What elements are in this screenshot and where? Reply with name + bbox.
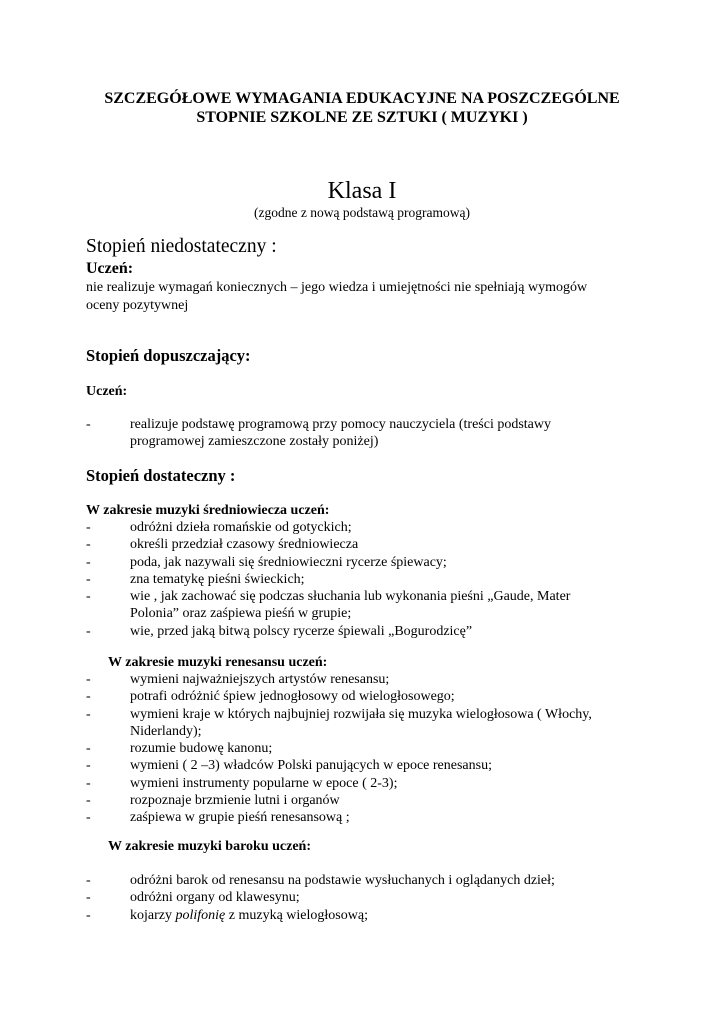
baroque-list xyxy=(86,872,666,924)
polyphony-term: polifonię xyxy=(175,907,226,923)
list-item: - wymieni instrumenty popularne w epoce ( 2-3); xyxy=(86,775,398,791)
list-item: - rozumie budowę kanonu; xyxy=(86,741,273,757)
list-item: - wymieni kraje w których najbujniej rozwijała się muzyka wielogłosowa ( Włochy, xyxy=(86,706,592,722)
medieval-heading: W zakresie muzyki średniowiecza uczeń: xyxy=(86,503,330,518)
grade-insufficient-text-line-2: oceny pozytywnej xyxy=(86,298,189,313)
renaissance-list xyxy=(86,671,666,827)
grade-sufficient-heading: Stopień dopuszczający: xyxy=(86,346,251,365)
list-item: Polonia” oraz zaśpiewa pieśń w grupie; xyxy=(130,606,352,622)
class-subtitle: (zgodne z nową podstawą programową) xyxy=(254,205,470,220)
list-item: programowej zamieszczone zostały poniżej) xyxy=(130,434,379,450)
list-item: - wymieni ( 2 –3) władców Polski panujących w epoce renesansu; xyxy=(86,758,492,774)
list-item: - poda, jak nazywali się średniowieczni rycerze śpiewacy; xyxy=(86,554,447,570)
list-item: - wie , jak zachować się podczas słuchania lub wykonania pieśni „Gaude, Mater xyxy=(86,589,571,605)
list-item: - wymieni najważniejszych artystów renesansu; xyxy=(86,672,390,687)
grade-satisfactory-heading: Stopień dostateczny : xyxy=(86,466,236,485)
grade-sufficient-list xyxy=(86,416,646,451)
baroque-heading: W zakresie muzyki baroku uczeń: xyxy=(108,839,312,854)
document-title xyxy=(0,89,724,127)
list-item: - odróżni organy od klawesynu; xyxy=(86,890,300,906)
list-item: - realizuje podstawę programową przy pomocy nauczyciela (treści podstawy xyxy=(86,417,551,432)
grade-insufficient-text-line-1: nie realizuje wymagań koniecznych – jego wiedza i umiejętności nie spełniają wymogów xyxy=(86,280,588,295)
list-item: Niderlandy); xyxy=(130,723,202,739)
grade-insufficient-student-label: Uczeń: xyxy=(86,260,134,277)
grade-sufficient-student-label: Uczeń: xyxy=(86,384,128,399)
list-item: - zna tematykę pieśni świeckich; xyxy=(86,571,305,587)
list-item: - kojarzy polifonię z muzyką wielogłosową; xyxy=(86,907,368,923)
title-line-1: SZCZEGÓŁOWE WYMAGANIA EDUKACYJNE NA POSZCZEGÓLNE xyxy=(104,90,620,107)
list-item: - wie, przed jaką bitwą polscy rycerze śpiewali „Bogurodzicę” xyxy=(86,623,473,639)
medieval-list xyxy=(86,519,646,640)
list-item: - zaśpiewa w grupie pieśń renesansową ; xyxy=(86,810,350,826)
title-line-2: STOPNIE SZKOLNE ZE SZTUKI ( MUZYKI ) xyxy=(196,109,528,126)
class-heading: Klasa I xyxy=(327,178,397,204)
grade-insufficient-heading: Stopień niedostateczny : xyxy=(86,236,277,257)
list-item: - potrafi odróżnić śpiew jednogłosowy od wielogłosowego; xyxy=(86,689,455,705)
grade-insufficient-text xyxy=(86,279,587,315)
list-item: - określi przedział czasowy średniowiecza xyxy=(86,537,359,553)
renaissance-heading: W zakresie muzyki renesansu uczeń: xyxy=(108,655,328,670)
list-item: - odróżni dzieła romańskie od gotyckich; xyxy=(86,520,352,535)
list-item: - odróżni barok od renesansu na podstawie wysłuchanych i oglądanych dzieł; xyxy=(86,873,555,888)
list-item: - rozpoznaje brzmienie lutni i organów xyxy=(86,793,340,809)
